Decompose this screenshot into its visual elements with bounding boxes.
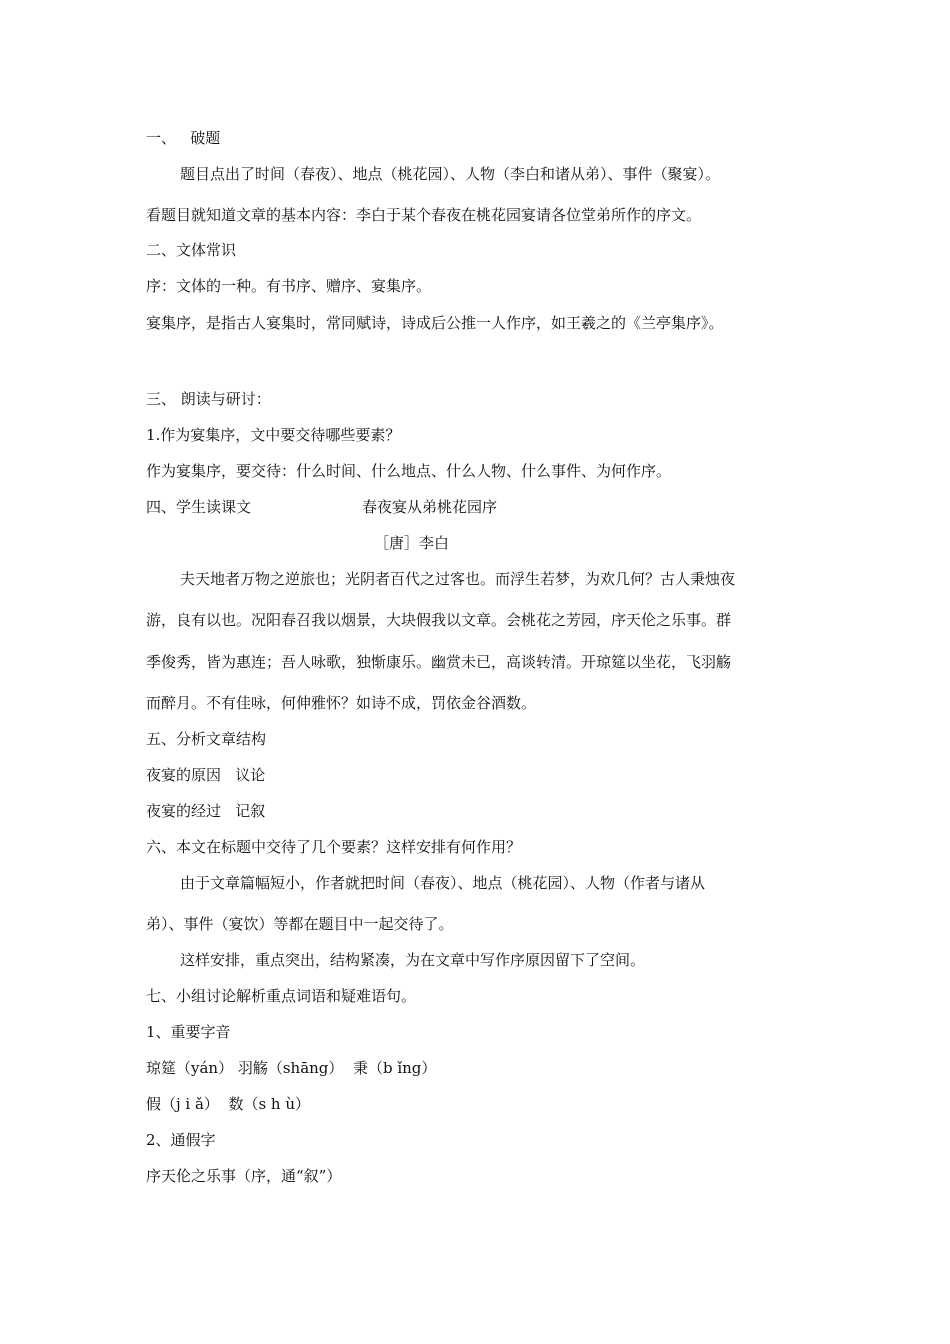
- pronunciation-line: 假（j i ǎ） 数（s h ù）: [146, 1095, 311, 1113]
- poem-title: 春夜宴从弟桃花园序: [362, 498, 498, 516]
- section-1-heading: 一、 破题: [146, 129, 221, 147]
- text-line: 季俊秀，皆为惠连；吾人咏歌，独惭康乐。幽赏未已，高谈转清。开琼筵以坐花，飞羽觞: [146, 653, 732, 671]
- subheading-pronunciation: 1、重要字音: [146, 1023, 231, 1041]
- section-2-paragraph: 宴集序，是指古人宴集时，常同赋诗，诗成后公推一人作序，如王羲之的《兰亭集序》。: [146, 314, 724, 332]
- section-6-paragraph: 这样安排，重点突出，结构紧凑，为在文章中写作序原因留下了空间。: [180, 951, 646, 969]
- section-1-paragraph-line: 题目点出了时间（春夜）、地点（桃花园）、人物（李白和诸从弟）、事件（聚宴）。: [180, 165, 721, 183]
- section-4-heading: 四、学生读课文: [146, 498, 252, 516]
- tongjia-line: 序天伦之乐事（序，通“叙”）: [146, 1167, 342, 1185]
- text-line: 而醉月。不有佳咏，何伸雅怀？如诗不成，罚依金谷酒数。: [146, 694, 537, 712]
- section-3-answer: 作为宴集序，要交待：什么时间、什么地点、什么人物、什么事件、为何作序。: [146, 462, 672, 480]
- pronunciation-line: 琼筵（yán） 羽觞（shāng） 秉（b ǐng）: [146, 1059, 437, 1077]
- text-line: 游，良有以也。况阳春召我以烟景，大块假我以文章。会桃花之芳园，序天伦之乐事。群: [146, 611, 732, 629]
- structure-row: 夜宴的原因 议论: [146, 766, 266, 784]
- section-6-heading: 六、本文在标题中交待了几个要素？这样安排有何作用？: [146, 838, 522, 856]
- section-6-paragraph-line: 弟）、事件（宴饮）等都在题目中一起交待了。: [146, 915, 454, 933]
- poem-author: ［唐］李白: [374, 534, 450, 552]
- section-2-paragraph: 序：文体的一种。有书序、赠序、宴集序。: [146, 277, 432, 295]
- section-2-heading: 二、文体常识: [146, 241, 237, 259]
- section-5-heading: 五、分析文章结构: [146, 730, 267, 748]
- section-3-question: 1.作为宴集序，文中要交待哪些要素？: [146, 426, 401, 444]
- section-1-paragraph-line: 看题目就知道文章的基本内容：李白于某个春夜在桃花园宴请各位堂弟所作的序文。: [146, 206, 702, 224]
- section-3-heading: 三、 朗读与研讨：: [146, 390, 271, 408]
- section-6-paragraph-line: 由于文章篇幅短小，作者就把时间（春夜）、地点（桃花园）、人物（作者与诸从: [180, 874, 706, 892]
- text-line: 夫天地者万物之逆旅也；光阴者百代之过客也。而浮生若梦，为欢几何？古人秉烛夜: [180, 570, 736, 588]
- section-7-heading: 七、小组讨论解析重点词语和疑难语句。: [146, 987, 417, 1005]
- subheading-tongjia: 2、通假字: [146, 1131, 216, 1149]
- structure-row: 夜宴的经过 记叙: [146, 802, 266, 820]
